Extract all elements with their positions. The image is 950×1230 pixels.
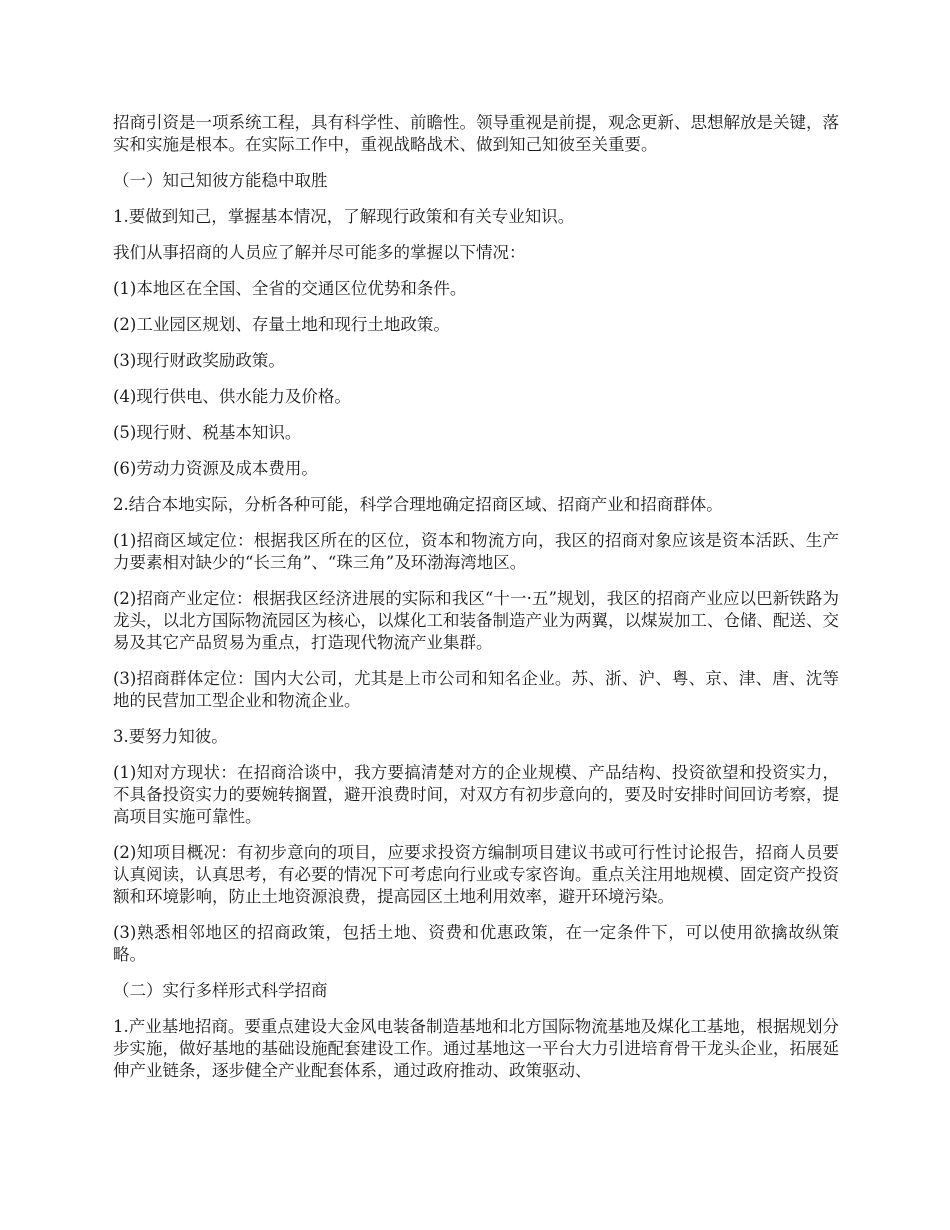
list-item: (1)本地区在全国、全省的交通区位优势和条件。 [113,279,467,298]
intro-paragraph: 招商引资是一项系统工程，具有科学性、前瞻性。领导重视是前提，观念更新、思想解放是关键，落实和实施是根本。在实际工作中，重视战略战术、做到知己知彼至关重要。 [113,113,839,154]
section-heading-1: （一）知己知彼方能稳中取胜 [113,171,328,190]
document-body [113,112,839,1096]
subsection-heading: 1.要做到知己，掌握基本情况，了解现行政策和有关专业知识。 [113,207,575,226]
list-item: (2)知项目概况：有初步意向的项目，应要求投资方编制项目建议书或可行性讨论报告，招商人员要认真阅读，认真思考，有必要的情况下可考虑向行业或专家咨询。重点关注用地规模、固定资产投资额和环境影响，防止土地资源浪费，提高园区土地利用效率，避开环境污染。 [113,843,839,906]
list-item: (2)工业园区规划、存量土地和现行土地政策。 [113,315,450,334]
list-item: (1)知对方现状：在招商洽谈中，我方要搞清楚对方的企业规模、产品结构、投资欲望和投资实力，不具备投资实力的要婉转搁置，避开浪费时间，对双方有初步意向的，要及时安排时间回访考察，提高项目实施可靠性。 [113,763,839,826]
list-item: (1)招商区域定位：根据我区所在的区位，资本和物流方向，我区的招商对象应该是资本活跃、生产力要素相对缺少的“长三角”、“珠三角”及环渤海湾地区。 [113,531,839,572]
list-item: (3)招商群体定位：国内大公司，尤其是上市公司和知名企业。苏、浙、沪、粤、京、津、唐、沈等地的民营加工型企业和物流企业。 [113,669,839,710]
body-paragraph: 我们从事招商的人员应了解并尽可能多的掌握以下情况： [113,243,526,262]
list-item: (3)熟悉相邻地区的招商政策，包括土地、资费和优惠政策，在一定条件下，可以使用欲擒故纵策略。 [113,923,839,964]
list-item: (6)劳动力资源及成本费用。 [113,459,318,478]
list-item: (4)现行供电、供水能力及价格。 [113,387,351,406]
list-item: (2)招商产业定位：根据我区经济进展的实际和我区“十一·五”规划，我区的招商产业应以巴新铁路为龙头，以北方国际物流园区为核心，以煤化工和装备制造产业为两翼，以煤炭加工、仓储、配送、交易及其它产品贸易为重点，打造现代物流产业集群。 [113,589,839,652]
list-item: (5)现行财、税基本知识。 [113,423,302,442]
subsection-heading: 2.结合本地实际，分析各种可能，科学合理地确定招商区域、招商产业和招商群体。 [113,495,723,514]
section-heading-2: （二）实行多样形式科学招商 [113,981,328,1000]
body-paragraph: 1.产业基地招商。要重点建设大金风电装备制造基地和北方国际物流基地及煤化工基地，根据规划分步实施，做好基地的基础设施配套建设工作。通过基地这一平台大力引进培育骨干龙头企业，拓展延伸产业链条，逐步健全产业配套体系，通过政府推动、政策驱动、 [113,1017,839,1080]
subsection-heading: 3.要努力知彼。 [113,727,228,746]
list-item: (3)现行财政奖励政策。 [113,351,285,370]
